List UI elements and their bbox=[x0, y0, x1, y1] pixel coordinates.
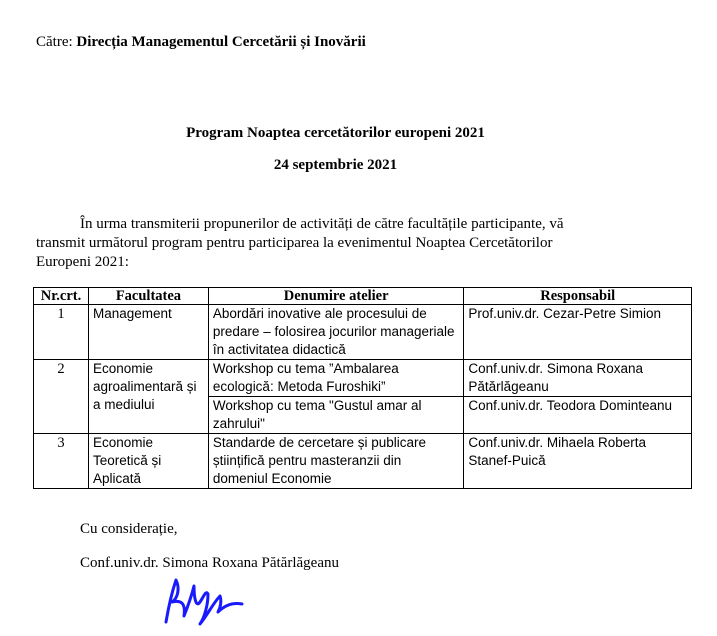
row-responsible: Conf.univ.dr. Mihaela Roberta Stanef-Puică bbox=[464, 434, 692, 489]
header-workshop: Denumire atelier bbox=[208, 288, 463, 305]
row-responsible: Conf.univ.dr. Simona Roxana Pătărlăgeanu bbox=[464, 360, 692, 397]
handwritten-signature bbox=[158, 572, 248, 628]
row-faculty: Economie Teoretică și Aplicată bbox=[88, 434, 208, 489]
recipient-line bbox=[36, 34, 366, 51]
signer-name: Conf.univ.dr. Simona Roxana Pătărlăgeanu bbox=[80, 555, 339, 571]
intro-line-1: În urma transmiterii propunerilor de activități de către facultățile participante, vă bbox=[80, 216, 564, 232]
row-nr: 2 bbox=[34, 360, 89, 434]
table-row bbox=[34, 434, 692, 489]
intro-paragraph bbox=[36, 215, 636, 272]
row-nr: 3 bbox=[34, 434, 89, 489]
document-date: 24 septembrie 2021 bbox=[273, 157, 398, 173]
row-faculty: Management bbox=[88, 305, 208, 360]
recipient-label: Către: bbox=[36, 34, 73, 50]
program-table bbox=[33, 287, 692, 489]
row-workshop: Workshop cu tema "Gustul amar al zahrului" bbox=[208, 397, 463, 434]
row-workshop: Abordări inovative ale procesului de predare – folosirea jocurilor manageriale în activitatea didactică bbox=[208, 305, 463, 360]
row-nr: 1 bbox=[34, 305, 89, 360]
table-row bbox=[34, 360, 692, 397]
row-workshop: Workshop cu tema ”Ambalarea ecologică: Metoda Furoshiki” bbox=[208, 360, 463, 397]
recipient-name: Direcția Managementul Cercetării și Inovării bbox=[76, 34, 366, 50]
row-faculty: Economie agroalimentară și a mediului bbox=[88, 360, 208, 434]
document-title: Program Noaptea cercetătorilor europeni 2021 bbox=[186, 125, 485, 141]
header-faculty: Facultatea bbox=[88, 288, 208, 305]
row-responsible: Conf.univ.dr. Teodora Dominteanu bbox=[464, 397, 692, 434]
row-responsible: Prof.univ.dr. Cezar-Petre Simion bbox=[464, 305, 692, 360]
intro-line-3: Europeni 2021: bbox=[36, 254, 129, 270]
row-workshop: Standarde de cercetare și publicare științifică pentru masteranzii din domeniul Economie bbox=[208, 434, 463, 489]
header-responsible: Responsabil bbox=[464, 288, 692, 305]
closing-text: Cu considerație, bbox=[80, 521, 178, 537]
header-nr: Nr.crt. bbox=[34, 288, 89, 305]
table-row bbox=[34, 305, 692, 360]
table-header-row bbox=[34, 288, 692, 305]
intro-line-2: transmit următorul program pentru participarea la evenimentul Noaptea Cercetătorilor bbox=[36, 235, 553, 251]
